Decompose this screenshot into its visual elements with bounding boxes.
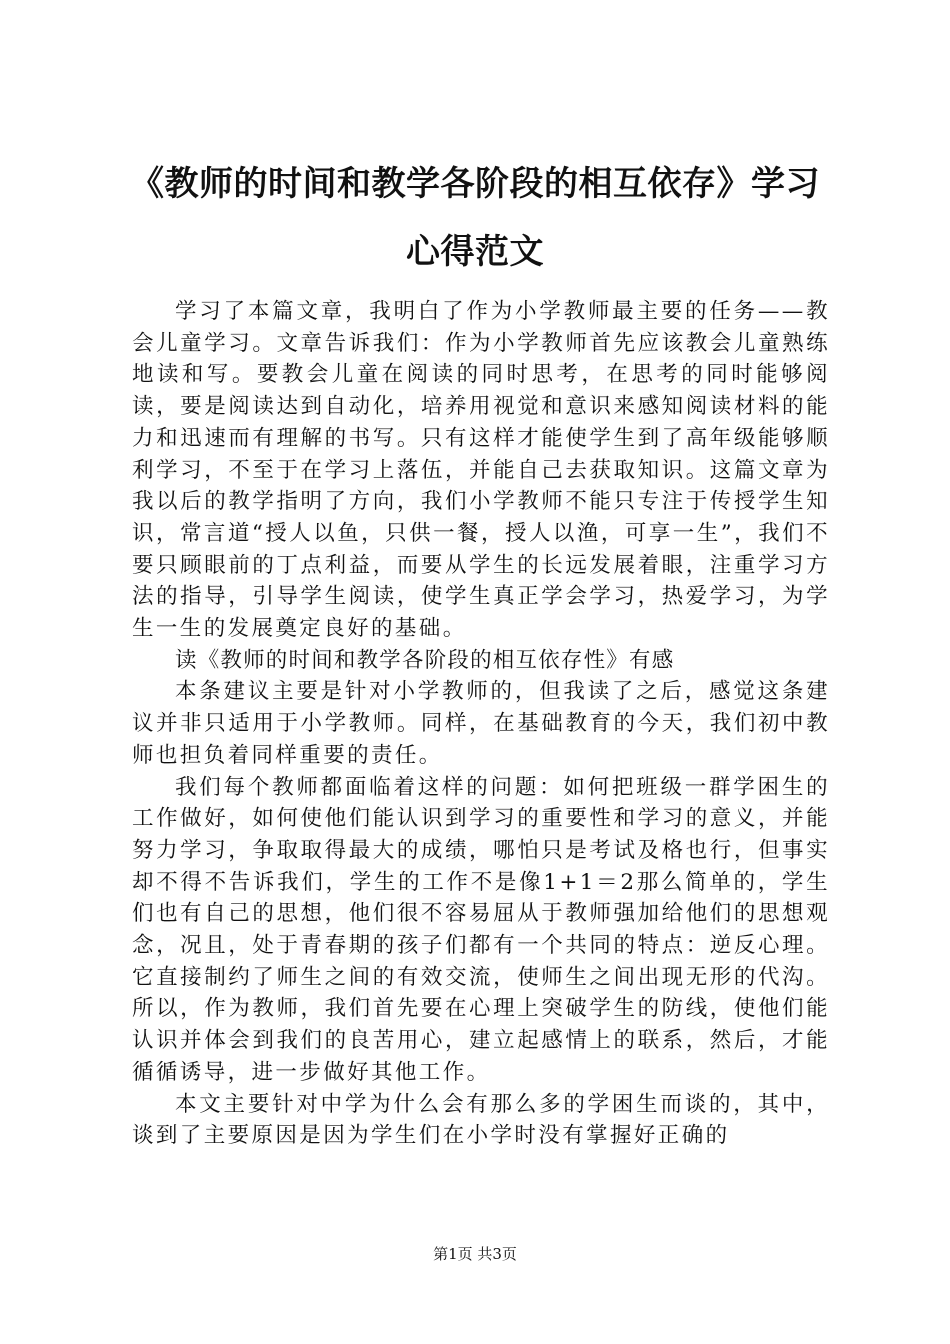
document-body [132, 296, 830, 1152]
section-heading: 读《教师的时间和教学各阶段的相互依存性》有感 [175, 647, 675, 673]
page-number-footer: 第1页 共3页 [433, 1245, 517, 1263]
paragraph-4: 本文主要针对中学为什么会有那么多的学困生而谈的，其中，谈到了主要原因是因为学生们在小学时没有掌握好正确的 [132, 1091, 830, 1149]
paragraph-2: 本条建议主要是针对小学教师的，但我读了之后，感觉这条建议并非只适用于小学教师。同样，在基础教育的今天，我们初中教师也担负着同样重要的责任。 [132, 679, 830, 768]
document-title: 《教师的时间和教学各阶段的相互依存》学习心得范文 [130, 164, 820, 272]
paragraph-1: 学习了本篇文章，我明白了作为小学教师最主要的任务——教会儿童学习。文章告诉我们：作为小学教师首先应该教会儿童熟练地读和写。要教会儿童在阅读的同时思考，在思考的同时能够阅读，要是阅读达到自动化，培养用视觉和意识来感知阅读材料的能力和迅速而有理解的书写。只有这样才能使学生到了高年级能够顺利学习，不至于在学习上落伍，并能自己去获取知识。这篇文章为我以后的教学指明了方向，我们小学教师不能只专注于传授学生知识，常言道“授人以鱼，只供一餐，授人以渔，可享一生”，我们不要只顾眼前的丁点利益，而要从学生的长远发展着眼，注重学习方法的指导，引导学生阅读，使学生真正学会学习，热爱学习，为学生一生的发展奠定良好的基础。 [132, 299, 830, 642]
paragraph-3: 我们每个教师都面临着这样的问题：如何把班级一群学困生的工作做好，如何使他们能认识到学习的重要性和学习的意义，并能努力学习，争取取得最大的成绩，哪怕只是考试及格也行，但事实却不得不告诉我们，学生的工作不是像1+1＝2那么简单的，学生们也有自己的思想，他们很不容易屈从于教师强加给他们的思想观念，况且，处于青春期的孩子们都有一个共同的特点：逆反心理。它直接制约了师生之间的有效交流，使师生之间出现无形的代沟。所以，作为教师，我们首先要在心理上突破学生的防线，使他们能认识并体会到我们的良苦用心，建立起感情上的联系，然后，才能循循诱导，进一步做好其他工作。 [132, 774, 830, 1085]
